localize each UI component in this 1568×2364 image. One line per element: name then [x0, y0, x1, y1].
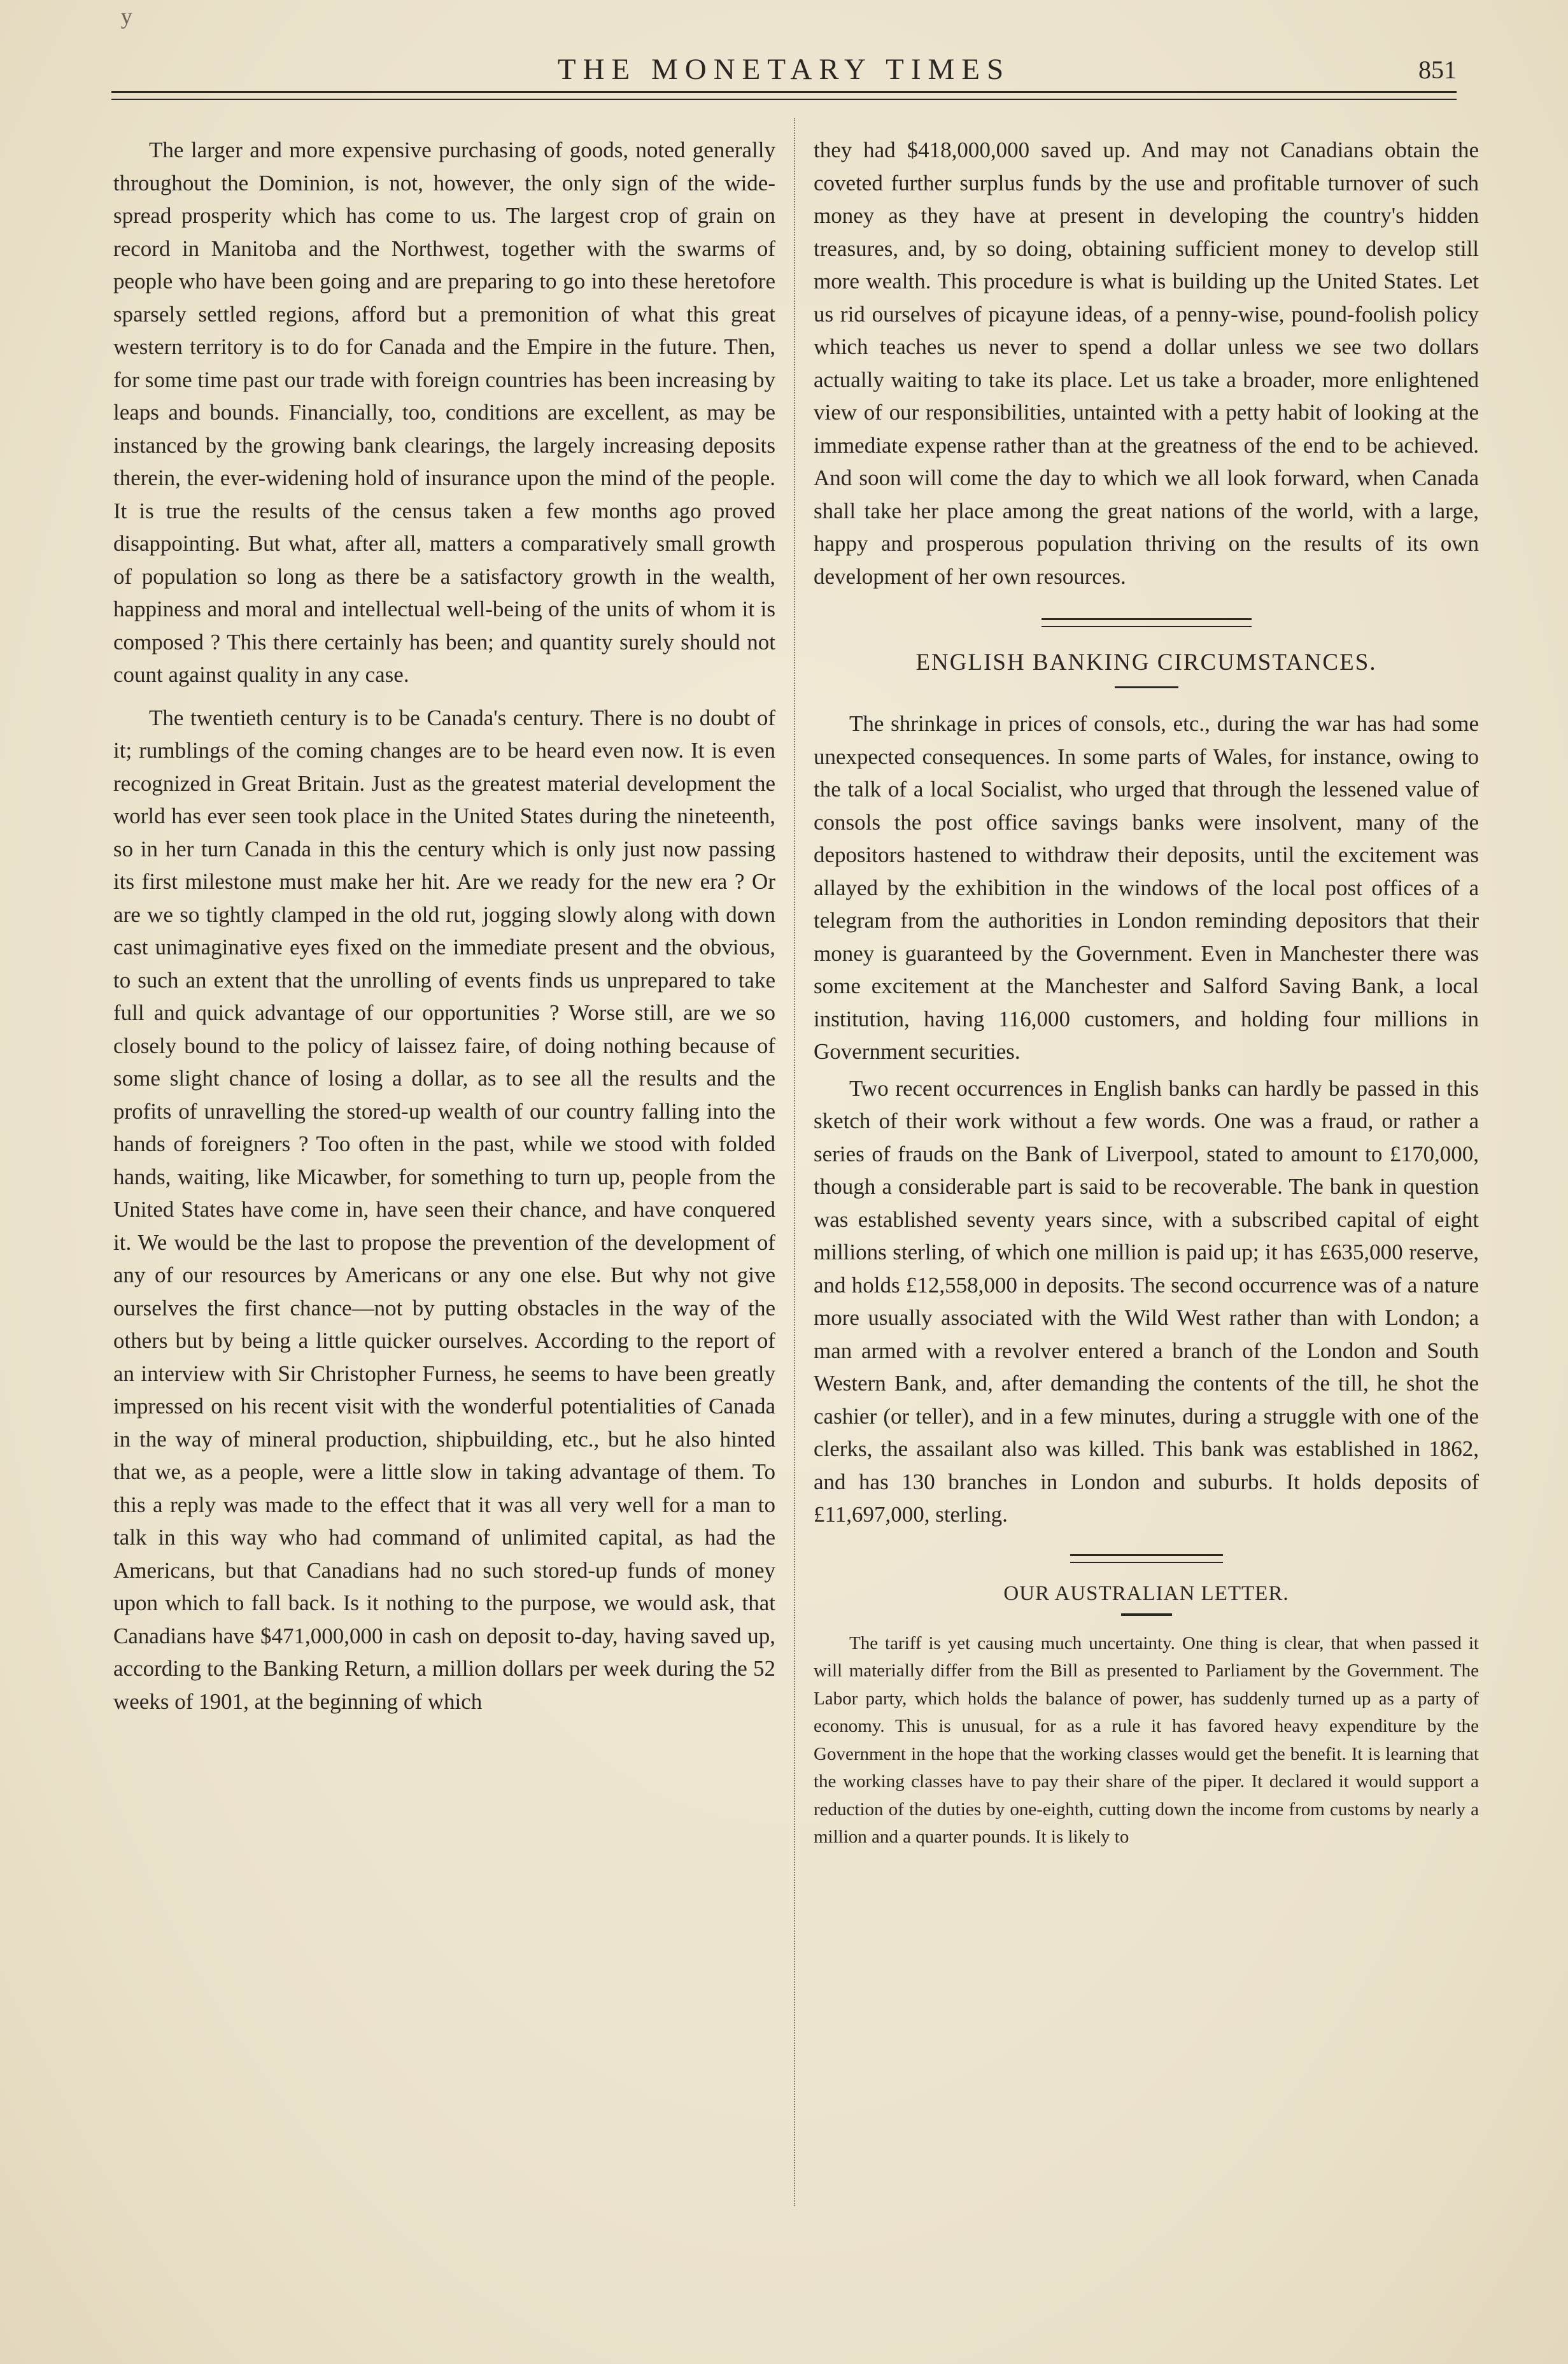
- section-heading-australian-letter: OUR AUSTRALIAN LETTER.: [1003, 1582, 1289, 1605]
- heading-dash-small: [1121, 1613, 1172, 1616]
- header-double-rule: [111, 91, 1457, 100]
- corner-pencil-mark: ʸ: [121, 1, 132, 43]
- column-divider: [794, 118, 795, 2206]
- article-paragraph-prosperity: The larger and more expensive purchasing of goods, noted generally throughout the Dominion, is not, however, the only sign of the wide-spread prosperity which has come to us. The largest crop of grain on record in Manitoba and the Northwest, together with the swarms of people who have been going and are preparing to go into these heretofore sparsely settled regions, afford but a premonition of what this great western territory is to do for Canada and the Empire in the future. Then, for some time past our trade with foreign countries has been increasing by leaps and bounds. Financially, too, conditions are excellent, as may be instanced by the growing bank clearings, the largely increasing deposits therein, the ever-widening hold of insurance upon the mind of the people. It is true the results of the census taken a few months ago proved disappointing. But what, after all, matters a comparatively small growth of population so long as there be a satisfactory growth in the wealth, happiness and moral and intellectual well-being of the units of whom it is composed ? This there certainly has been; and quantity surely should not count against quality in any case.: [113, 138, 775, 687]
- banking-paragraph-occurrences: Two recent occurrences in English banks can hardly be passed in this sketch of their work without a few words. One was a fraud, or rather a series of frauds on the Bank of Liverpool, stated to amount to £170,000, though a considerable part is said to be recoverable. The bank in question was established seventy years since, with a subscribed capital of eight millions sterling, of which one million is paid up; it has £635,000 reserve, and holds £12,558,000 in deposits. The second occurrence was of a nature more usually associated with the Wild West rather than with London; a man armed with a revolver entered a branch of the London and South Western Bank, and, after demanding the contents of the till, he shot the cashier (or teller), and in a few minutes, during a struggle with one of the clerks, the assailant also was killed. This bank was established in 1862, and has 130 branches in London and suburbs. It holds deposits of £11,697,000, sterling.: [814, 1075, 1479, 1527]
- running-header: [111, 52, 1457, 90]
- article-paragraph-twentieth-century: The twentieth century is to be Canada's century. There is no doubt of it; rumblings of the coming changes are to be heard even now. It is even recognized in Great Britain. Just as the greatest material development the world has ever seen took place in the United States during the nineteenth, so in her turn Canada in this the century which is only just now passing its first milestone must make her hit. Are we ready for the new era ? Or are we so tightly clamped in the old rut, jogging slowly along with down cast unimaginative eyes fixed on the immediate present and the obvious, to such an extent that the unrolling of events finds us unprepared to take full and quick advantage of our opportunities ? Worse still, are we so closely bound to the policy of laissez faire, of doing nothing because of some slight chance of losing a dollar, as to see all the results and the profits of unravelling the stored-up wealth of our country falling into the hands of foreigners ? Too often in the past, while we stood with folded hands, waiting, like Micawber, for something to turn up, people from the United States have come in, have seen their chance, and have conquered it. We would be the last to propose the prevention of the development of any of our resources by Americans or any one else. But why not give ourselves the first chance—not by putting obstacles in the way of the others but by being a little quicker ourselves. According to the report of an interview with Sir Christopher Furness, he seems to have been greatly impressed on his recent visit with the wonderful potentialities of Canada in the way of mineral production, shipbuilding, etc., but he also hinted that we, as a people, were a little slow in taking advantage of them. To this a reply was made to the effect that it was all very well for a man to talk in this way who had command of unlimited capital, as had the Americans, but that Canadians had no such stored-up funds of money upon which to fall back. Is it nothing to the purpose, we would ask, that Canadians have $471,000,000 in cash on deposit to-day, having saved up, according to the Banking Return, a million dollars per week during the 52 weeks of 1901, at the beginning of which: [113, 705, 775, 1714]
- left-column: [113, 134, 775, 1718]
- article-continuation: they had $418,000,000 saved up. And may not Canadians obtain the coveted further surplus funds by the use and profitable turnover of such money as they have at present in developing the country's hidden treasures, and, by so doing, obtaining sufficient money to develop still more wealth. This procedure is what is building up the United States. Let us rid ourselves of picayune ideas, of a penny-wise, pound-foolish policy which teaches us never to spend a dollar unless we see two dollars actually waiting to take its place. Let us take a broader, more enlightened view of our responsibilities, untainted with a petty habit of looking at the immediate expense rather than at the greatness of the end to be achieved. And soon will come the day to which we all look forward, when Canada shall take her place among the great nations of the world, with a large, happy and prosperous population thriving on the results of its own development of her own resources.: [814, 138, 1479, 589]
- banking-paragraph-consols: The shrinkage in prices of consols, etc., during the war has had some unexpected consequences. In some parts of Wales, for instance, owing to the talk of a local Socialist, who urged that through the lessened value of consols the post office savings banks were insolvent, many of the depositors hastened to withdraw their deposits, until the excitement was allayed by the exhibition in the windows of the local post offices of a telegram from the authorities in London reminding depositors that their money is guaranteed by the Government. Even in Manchester there was some excitement at the Manchester and Salford Saving Bank, a local institution, having 116,000 customers, and holding four millions in Government securities.: [814, 711, 1479, 1064]
- heading-dash: [1115, 686, 1178, 688]
- section-heading-english-banking: ENGLISH BANKING CIRCUMSTANCES.: [915, 649, 1377, 676]
- publication-title: THE MONETARY TIMES: [557, 53, 1011, 86]
- page-number: 851: [1418, 55, 1457, 84]
- australian-letter-paragraph: The tariff is yet causing much uncertainty. One thing is clear, that when passed it will materially differ from the Bill as presented to Parliament by the Government. The Labor party, which holds the balance of power, has suddenly turned up as a party of economy. This is unusual, for as a rule it has favored heavy expenditure by the Government in the hope that the working classes would get the benefit. It is learning that the working classes have to pay their share of the piper. It declared it would support a reduction of the duties by one-eighth, cutting down the income from customs by nearly a million and a quarter pounds. It is likely to: [814, 1632, 1479, 1847]
- section-separator-rule: [1042, 618, 1252, 627]
- section-separator-rule-2: [1070, 1554, 1223, 1563]
- right-column: [814, 134, 1479, 1851]
